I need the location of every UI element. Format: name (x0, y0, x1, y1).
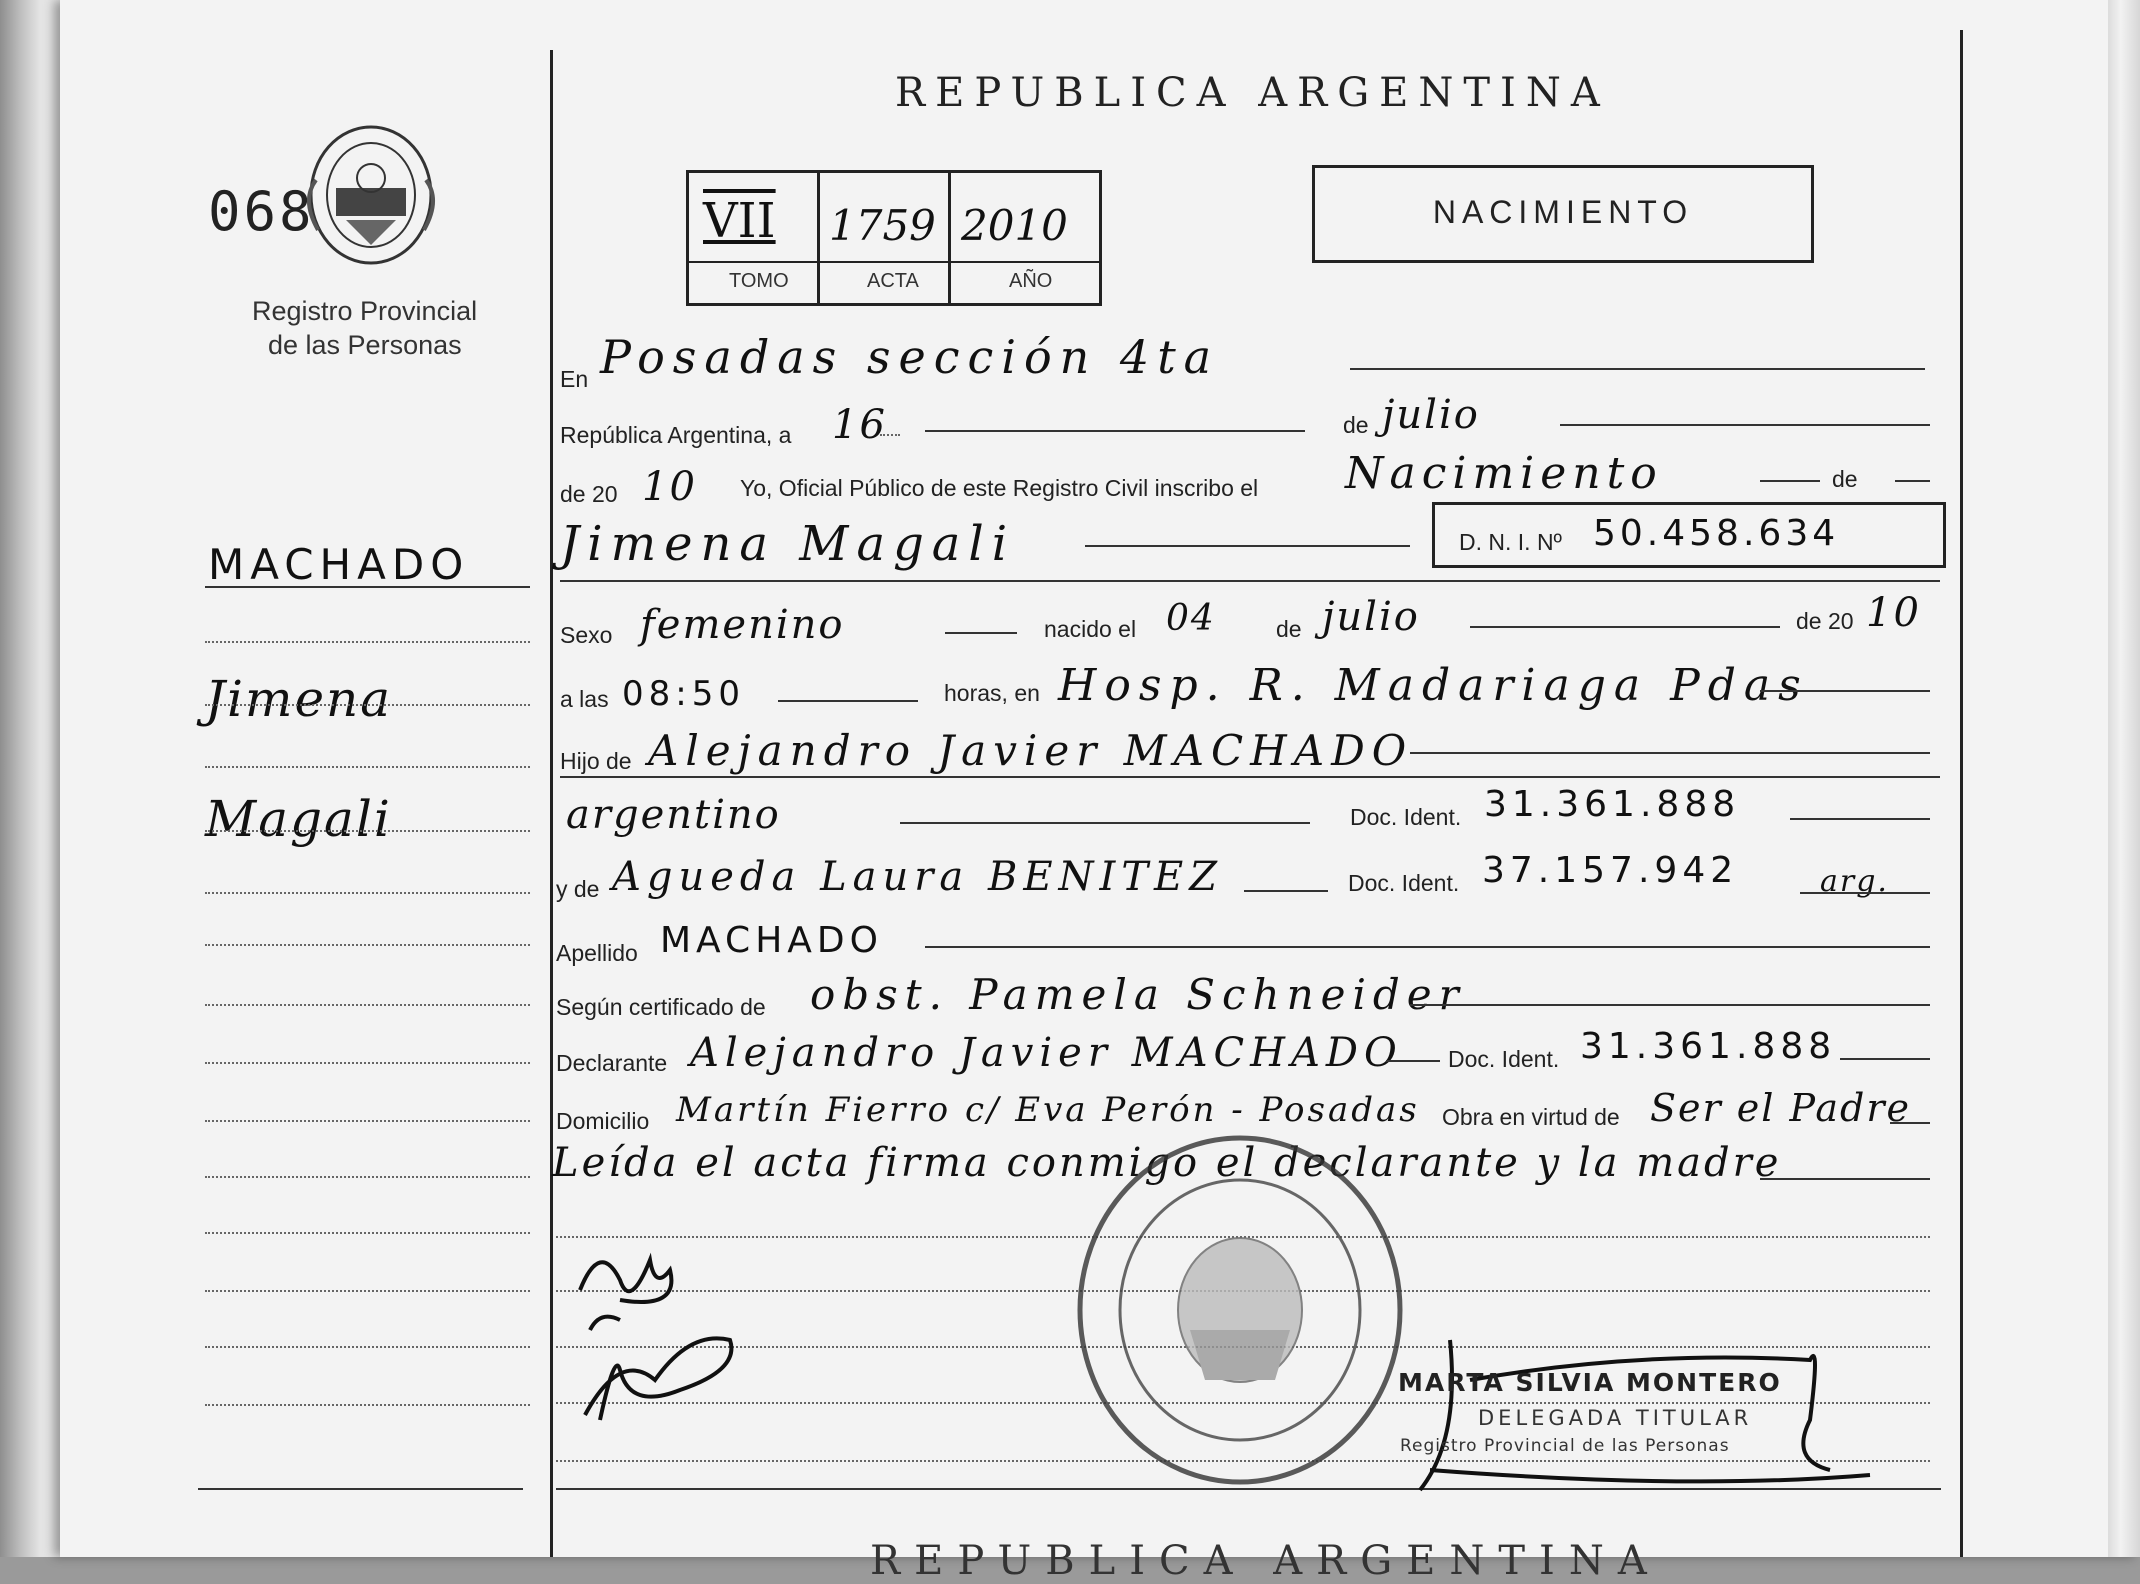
margin-given-name-2: Magali (205, 790, 392, 848)
field-closing: Leída el acta firma conmigo el declarante y la madre (552, 1140, 1782, 1186)
label-doc-ident-3: Doc. Ident. (1448, 1046, 1560, 1072)
label-obra: Obra en virtud de (1442, 1104, 1620, 1130)
label-apellido: Apellido (556, 940, 638, 966)
column-divider (550, 50, 553, 1557)
label-nacido: nacido el (1044, 616, 1137, 642)
field-dni: 50.458.634 (1593, 513, 1840, 554)
next-page-title: REPUBLICA ARGENTINA (870, 1538, 1661, 1584)
label-en: En (560, 366, 589, 392)
label-doc-ident-2: Doc. Ident. (1348, 870, 1460, 896)
field-year-suffix: 10 (642, 464, 697, 510)
right-border-line (1960, 30, 1963, 1557)
label-de-end: de (1832, 466, 1858, 492)
field-place: Posadas sección 4ta (600, 330, 1220, 384)
field-day: 16 (832, 402, 887, 448)
field-father-nationality: argentino (566, 792, 781, 838)
anio-label: AÑO (1009, 270, 1053, 292)
acta-label: ACTA (867, 270, 919, 292)
field-birth-day: 04 (1166, 598, 1216, 639)
field-mother-nationality: arg. (1820, 864, 1889, 899)
record-type: NACIMIENTO (1432, 194, 1694, 230)
acta-value: 1759 (829, 201, 936, 250)
field-declarant: Alejandro Javier MACHADO (690, 1030, 1403, 1076)
mother-signature-icon (560, 1220, 750, 1430)
country-title: REPUBLICA ARGENTINA (895, 70, 1610, 116)
page-right-edge (2108, 0, 2140, 1557)
registry-name-line2: de las Personas (268, 330, 462, 360)
label-horas: horas, en (944, 680, 1040, 706)
record-type-box (1312, 165, 1814, 263)
official-stamp-registry: Registro Provincial de las Personas (1400, 1436, 1730, 1456)
label-a-las: a las (560, 686, 609, 712)
field-child-name: Jimena Magali (560, 516, 1016, 572)
label-declarante: Declarante (556, 1050, 668, 1076)
label-de: de (1343, 412, 1369, 438)
document-number: 068 (208, 180, 315, 243)
field-certificate: obst. Pamela Schneider (810, 970, 1466, 1019)
label-de-2010: de 20 (560, 481, 618, 507)
label-doc-ident-1: Doc. Ident. (1350, 804, 1462, 830)
field-role: Ser el Padre (1650, 1086, 1911, 1130)
field-hospital: Hosp. R. Madariaga Pdas (1058, 660, 1809, 711)
field-birth-year-suffix: 10 (1866, 590, 1921, 636)
field-father-doc: 31.361.888 (1484, 784, 1741, 825)
label-dni: D. N. I. Nº (1459, 529, 1562, 555)
field-month: julio (1382, 392, 1480, 438)
margin-surname: MACHADO (208, 540, 470, 589)
label-yo: Yo, Oficial Público de este Registro Civil inscribo el (740, 475, 1259, 501)
field-birth-month: julio (1322, 594, 1420, 640)
field-event: Nacimiento (1345, 448, 1663, 499)
provincial-seal-icon (296, 120, 446, 270)
field-time: 08:50 (622, 674, 745, 714)
label-sexo: Sexo (560, 622, 613, 648)
label-de-mid: de (1276, 616, 1302, 642)
official-stamp-name: MARTA SILVIA MONTERO (1398, 1368, 1782, 1397)
label-hijo: Hijo de (560, 748, 632, 774)
tomo-label: TOMO (729, 270, 789, 292)
field-declarant-doc: 31.361.888 (1580, 1026, 1837, 1067)
tomo-value: VII (703, 193, 776, 249)
record-id-table (686, 170, 1102, 306)
registry-name-line1: Registro Provincial (252, 296, 478, 326)
label-segun: Según certificado de (556, 994, 766, 1020)
field-mother: Agueda Laura BENITEZ (612, 854, 1224, 900)
field-sex: femenino (640, 602, 845, 648)
dni-box (1432, 502, 1946, 568)
field-surname: MACHADO (660, 920, 883, 961)
label-y-de: y de (556, 876, 600, 902)
anio-value: 2010 (961, 201, 1068, 250)
label-republica: República Argentina, a (560, 422, 792, 448)
label-domicilio: Domicilio (556, 1108, 650, 1134)
field-father: Alejandro Javier MACHADO (648, 726, 1414, 775)
field-mother-doc: 37.157.942 (1482, 850, 1739, 891)
field-address: Martín Fierro c/ Eva Perón - Posadas (676, 1090, 1420, 1130)
official-stamp-title: DELEGADA TITULAR (1478, 1406, 1753, 1430)
label-de20: de 20 (1796, 608, 1854, 634)
margin-given-name-1: Jimena (205, 670, 393, 728)
round-registry-seal-icon (1060, 1130, 1420, 1490)
